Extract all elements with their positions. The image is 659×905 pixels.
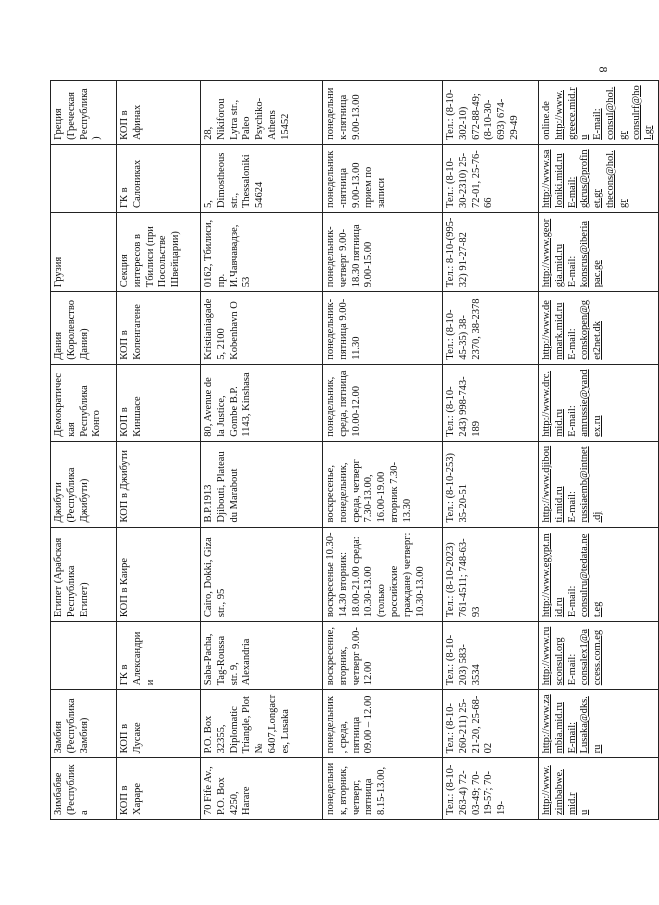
contact-link[interactable]: http://www.djibouti.mid.ru <box>541 445 565 523</box>
country-cell: Замбия (Республика Замбия) <box>51 690 117 758</box>
hours-cell: понедельник, среда, пятница 09.00 – 12.00 <box>323 690 443 758</box>
address-cell: Cairo, Dokki, Giza str., 95 <box>201 527 323 622</box>
contact-link[interactable]: http://www.egypt.mid.ru <box>541 533 565 618</box>
address-cell: 70 Fife Av., P.O. Box 4250, Harare <box>201 758 323 820</box>
country-cell <box>51 622 117 690</box>
country-cell: Египет (Арабская Республика Египет) <box>51 527 117 622</box>
contact-label: E-mail: <box>566 405 578 437</box>
hours-cell: понедельник-пятница 9.00-11.30 <box>323 292 443 365</box>
contact-link[interactable]: consulru@tedata.net.eg <box>579 533 604 618</box>
mission-cell: КОП в Каире <box>117 527 201 622</box>
contact-link[interactable]: http://www.rusconsul.org <box>541 626 565 686</box>
mission-cell: ГК в Салониках <box>117 144 201 212</box>
contact-link[interactable]: consulrf@hol.gr <box>630 85 655 140</box>
sites-cell <box>539 622 659 690</box>
contact-link[interactable]: russiaemb@intnet.dj <box>579 446 604 523</box>
mission-cell: КОП в Копенгагене <box>117 292 201 365</box>
hours-cell: воскресение, вторник, четверг 9.00-12.00 <box>323 622 443 690</box>
mission-cell: КОП в Джибути <box>117 441 201 527</box>
sites-cell <box>539 758 659 820</box>
contact-link[interactable]: u <box>579 809 591 815</box>
sites-cell <box>539 292 659 365</box>
address-cell: 80, Avenue de la Justice, Gombe B.P. 1143, Kinshasa <box>201 364 323 441</box>
hours-cell: понедельник-пятница 9.00-13.00 прием по записи <box>323 144 443 212</box>
sites-cell <box>539 690 659 758</box>
table-body <box>51 81 659 820</box>
table-row <box>323 81 443 820</box>
phone-cell: Тел.: (8-10-30-2310) 25-72-01, 25-76-66 <box>443 144 539 212</box>
country-cell: Греция (Греческая Республика) <box>51 81 117 145</box>
table-row <box>117 81 201 820</box>
contact-label: E-mail: <box>566 255 578 288</box>
contact-label: E-mail: <box>566 328 578 360</box>
rotated-table-wrapper <box>50 80 655 820</box>
country-cell: Грузия <box>51 213 117 292</box>
address-cell: 0162, Тбилиси, пр. И.Чавчавадзе, 53 <box>201 213 323 292</box>
mission-cell: ГК в Александрии <box>117 622 201 690</box>
phone-cell: Тел.: (8-10-302-10) 672-88-49; (8-10-30-693) 674-29-49 <box>443 81 539 145</box>
mission-cell: КОП в Афинах <box>117 81 201 145</box>
contact-link[interactable]: thecons@hol.gr <box>604 150 629 209</box>
table-row <box>51 81 117 820</box>
contact-link[interactable]: http://www.drc.mid.ru <box>541 370 565 437</box>
mission-cell: Секция интересов в Тбилиси (при Посольстве Швейцарии) <box>117 213 201 292</box>
phone-cell: Тел.: (8-10-203) 583-3534 <box>443 622 539 690</box>
sites-cell <box>539 144 659 212</box>
address-cell: Saba-Pacha, Tag-Roussa str. 9, Alexandria <box>201 622 323 690</box>
hours-cell: понедельник-пятница 9.00-13.00 <box>323 81 443 145</box>
contact-label: E-mail: <box>566 585 578 618</box>
country-cell: Демократическая Республика Конго <box>51 364 117 441</box>
sites-cell <box>539 213 659 292</box>
sites-cell <box>539 527 659 622</box>
contact-link[interactable]: E-mail: gkrus@profinet.gr <box>566 149 604 209</box>
mission-cell: КОП в Хараре <box>117 758 201 820</box>
phone-cell: Тел.: (8-10-2023) 761-4511; 748-63-93 <box>443 527 539 622</box>
phone-cell: Тел.: (8-10-263-4) 72-03-49; 70-19-57; 70-19- <box>443 758 539 820</box>
contact-link[interactable]: consalex1@access.com.eg <box>579 628 604 686</box>
address-cell: B.P.1913 Djibouti, Plateau du Marabout <box>201 441 323 527</box>
sites-cell <box>539 81 659 145</box>
contact-label: E-mail: <box>566 653 578 686</box>
hours-cell: воскресенье 10.30-14.30 вторник: 18.00-21.00 среда: 10.30-13.00 (только российские граждане) четверг: 10.30-13.00 <box>323 527 443 622</box>
table-row <box>201 81 323 820</box>
sites-cell <box>539 364 659 441</box>
contact-link[interactable]: http://www.greece.mid.ru <box>553 87 591 140</box>
contact-link[interactable]: http://www.denmark.mid.ru <box>541 300 565 360</box>
country-cell: Зимбабве (Республика <box>51 758 117 820</box>
hours-cell: воскресенье, понедельник, среда, четверг 7.30-13.00, 16.00-19.00 вторник 7.30-13.30 <box>323 441 443 527</box>
country-cell: Дания (Королевство Дания) <box>51 292 117 365</box>
table-row <box>443 81 539 820</box>
contact-link[interactable]: conskopen@get2net.dk <box>579 299 604 360</box>
table-row <box>539 81 659 820</box>
hours-cell: понедельник, вторник, четверг, пятница 8.15-13.00, <box>323 758 443 820</box>
phone-cell: Тел.: (8-10-253) 35-20-51 <box>443 441 539 527</box>
phone-cell: Тел.: (8-10-45-35) 38-2370, 38-2378 <box>443 292 539 365</box>
contact-link[interactable]: konsrus@iberiapac.ge <box>579 220 604 288</box>
hours-cell: понедельник, среда, пятница 10.00-12.00 <box>323 364 443 441</box>
contact-link[interactable]: http://www.georgia.mid.ru <box>541 218 565 288</box>
contact-label: online.de <box>541 101 552 140</box>
contact-link[interactable]: http://www.saloniki.mid.ru <box>541 149 565 209</box>
mission-cell: КОП в Киншасе <box>117 364 201 441</box>
page-number: 8 <box>596 66 611 73</box>
address-cell: Kristianiagade 5, 2100 Kobenhavn O <box>201 292 323 365</box>
country-cell <box>51 144 117 212</box>
hours-cell: понедельник-четверг 9.00-18.30 пятница 9.00-15.00 <box>323 213 443 292</box>
contact-link[interactable]: E-mail: Lusaka@dks.ru <box>566 696 604 754</box>
mission-cell: КОП в Лусаке <box>117 690 201 758</box>
phone-cell: Тел.: 8-10-(995-32) 91-27-82 <box>443 213 539 292</box>
country-cell: Джибути (Республика Джибути) <box>51 441 117 527</box>
phone-cell: Тел.: (8-10-260-211) 25-21-20, 25-68-02 <box>443 690 539 758</box>
contact-link[interactable]: http://www.zimbabwe.mid.r <box>541 765 578 815</box>
contact-link[interactable]: amrussie@yandex.ru <box>579 369 604 437</box>
sites-cell <box>539 441 659 527</box>
address-cell: 28, Nikiforou Lytra str., Paleo Psychiko-Athens 15452 <box>201 81 323 145</box>
contact-label: E-mail: <box>566 491 578 523</box>
address-cell: P.O. Box 32355, Diplomatic Triangle, Plot № 6407,Longacres, Lusaka <box>201 690 323 758</box>
consulates-table <box>50 80 659 820</box>
contact-link[interactable]: E-mail: consul@hol.gr <box>592 86 629 140</box>
contact-link[interactable]: http://www.zambia.mid.ru <box>541 694 565 754</box>
phone-cell: Тел.: (8-10-243) 998-743-189 <box>443 364 539 441</box>
address-cell: 5, Dimostheous str., Thessaloniki 54624 <box>201 144 323 212</box>
